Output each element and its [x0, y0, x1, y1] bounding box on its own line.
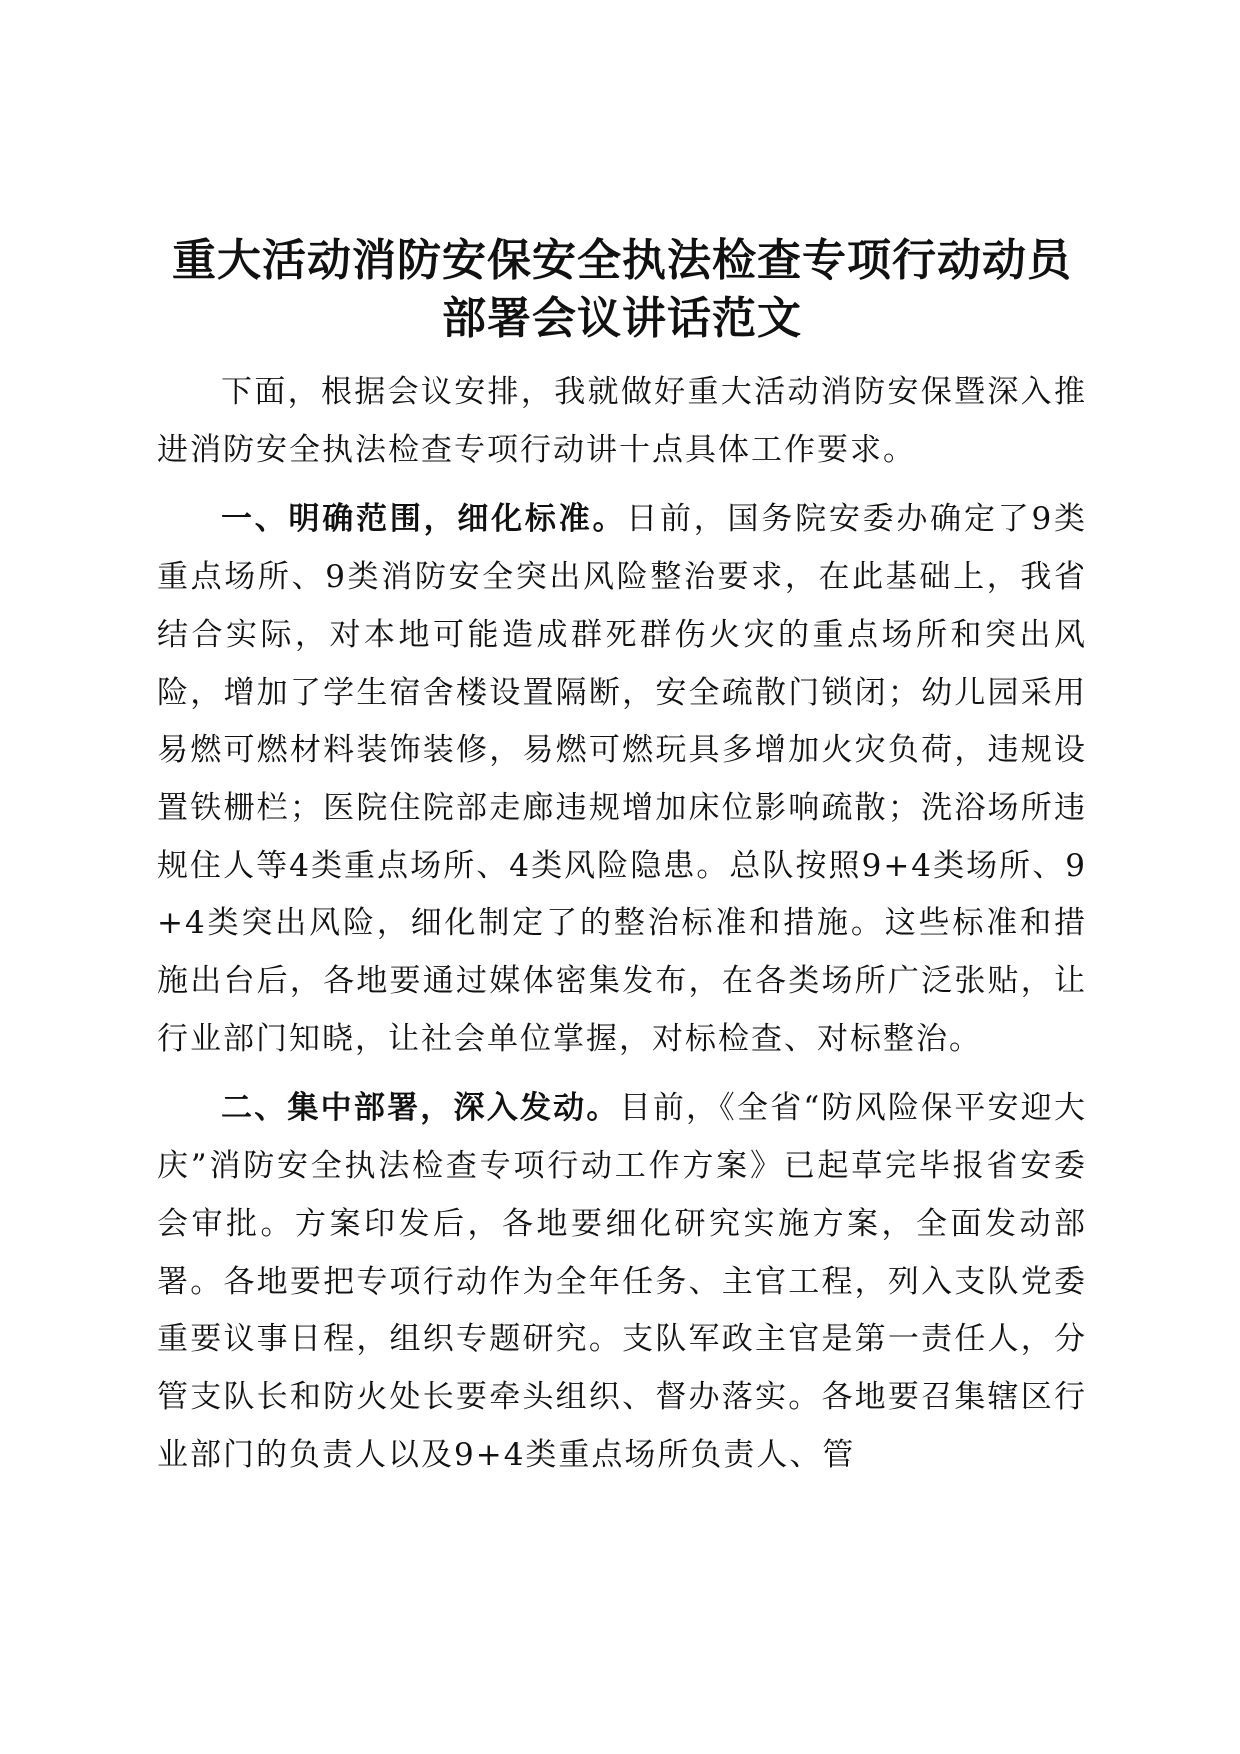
section-1-heading: 一、明确范围，细化标准。	[221, 501, 627, 538]
section-2-heading: 二、集中部署，深入发动。	[221, 1090, 620, 1127]
intro-paragraph: 下面，根据会议安排，我就做好重大活动消防安保暨深入推进消防安全执法检查专项行动讲十点具体工作要求。	[157, 374, 1087, 468]
document-body	[157, 364, 1087, 1484]
section-1-paragraph	[157, 491, 1087, 1068]
document-title	[157, 232, 1087, 348]
title-line-1: 重大活动消防安保安全执法检查专项行动动员	[172, 235, 1072, 286]
section-1-body: 日前，国务院安委办确定了9类重点场所、9类消防安全突出风险整治要求，在此基础上，我省结合实际，对本地可能造成群死群伤火灾的重点场所和突出风险，增加了学生宿舍楼设置隔断，安全疏散门锁闭；幼儿园采用易燃可燃材料装饰装修，易燃可燃玩具多增加火灾负荷，违规设置铁栅栏；医院住院部走廊违规增加床位影响疏散；洗浴场所违规住人等4类重点场所、4类风险隐患。总队按照9+4类场所、9+4类突出风险，细化制定了的整治标准和措施。这些标准和措施出台后，各地要通过媒体密集发布，在各类场所广泛张贴，让行业部门知晓，让社会单位掌握，对标检查、对标整治。	[157, 501, 1087, 1057]
section-2-body: 目前，《全省“防风险保平安迎大庆”消防安全执法检查专项行动工作方案》已起草完毕报省安委会审批。方案印发后，各地要细化研究实施方案，全面发动部署。各地要把专项行动作为全年任务、主官工程，列入支队党委重要议事日程，组织专题研究。支队军政主官是第一责任人，分管支队长和防火处长要牵头组织、督办落实。各地要召集辖区行业部门的负责人以及9+4类重点场所负责人、管	[157, 1090, 1087, 1473]
section-2-paragraph	[157, 1080, 1087, 1484]
title-line-2: 部署会议讲话范文	[442, 293, 802, 344]
document-page	[157, 232, 1087, 1484]
